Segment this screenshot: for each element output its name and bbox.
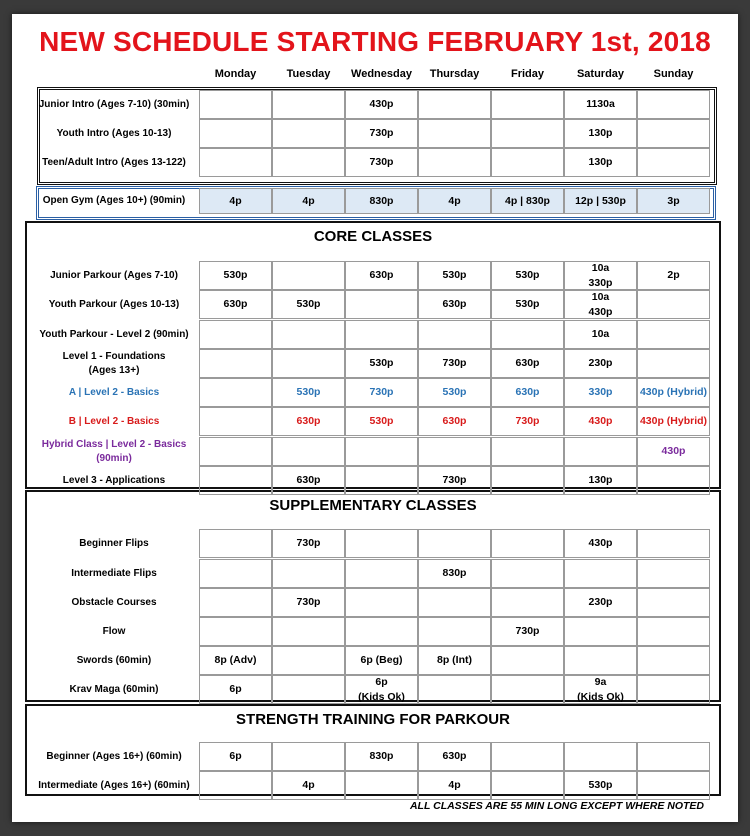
schedule-cell-thursday: 4p [418, 188, 491, 214]
schedule-cell-thursday [418, 675, 491, 704]
schedule-cell-wednesday [345, 617, 418, 646]
schedule-cell-monday [199, 771, 272, 800]
schedule-cell-saturday: 530p [564, 771, 637, 800]
schedule-cell-wednesday: 430p [345, 90, 418, 119]
schedule-cell-saturday: 10a 330p [564, 261, 637, 290]
schedule-cell-wednesday: 730p [345, 378, 418, 407]
schedule-cell-tuesday [272, 559, 345, 588]
schedule-cell-sunday [637, 320, 710, 349]
schedule-cell-sunday [637, 617, 710, 646]
schedule-cell-tuesday [272, 90, 345, 119]
schedule-cell-monday [199, 588, 272, 617]
schedule-cell-monday [199, 148, 272, 177]
schedule-cell-friday: 730p [491, 407, 564, 436]
schedule-cell-tuesday [272, 119, 345, 148]
schedule-cell-friday: 630p [491, 378, 564, 407]
schedule-cell-sunday [637, 675, 710, 704]
schedule-cell-monday [199, 378, 272, 407]
schedule-cell-friday: 530p [491, 290, 564, 319]
schedule-cell-saturday: 230p [564, 588, 637, 617]
schedule-cell-tuesday: 530p [272, 290, 345, 319]
schedule-cell-friday [491, 119, 564, 148]
schedule-cell-tuesday [272, 148, 345, 177]
schedule-cell-wednesday: 530p [345, 349, 418, 378]
schedule-cell-sunday [637, 119, 710, 148]
footnote: ALL CLASSES ARE 55 MIN LONG EXCEPT WHERE NOTED [409, 800, 704, 812]
schedule-cell-saturday: 12p | 530p [564, 188, 637, 214]
schedule-cell-sunday [637, 742, 710, 771]
row-label: Youth Intro (Ages 10-13) [56, 127, 172, 139]
row-label: Junior Parkour (Ages 7-10) [50, 269, 178, 281]
schedule-cell-friday: 630p [491, 349, 564, 378]
supplementary-heading: SUPPLEMENTARY CLASSES [269, 497, 477, 514]
schedule-cell-monday: 6p [199, 675, 272, 704]
schedule-cell-wednesday [345, 466, 418, 495]
schedule-cell-thursday: 630p [418, 290, 491, 319]
schedule-cell-sunday [637, 588, 710, 617]
schedule-cell-wednesday [345, 529, 418, 558]
schedule-cell-thursday [418, 588, 491, 617]
schedule-cell-friday [491, 529, 564, 558]
row-label: Level 1 - Foundations (Ages 13+) [62, 351, 166, 376]
schedule-cell-friday [491, 466, 564, 495]
strength-heading: STRENGTH TRAINING FOR PARKOUR [236, 711, 510, 728]
schedule-cell-monday: 4p [199, 188, 272, 214]
schedule-cell-saturday [564, 646, 637, 675]
row-label: Swords (60min) [76, 654, 152, 666]
schedule-cell-tuesday [272, 320, 345, 349]
schedule-cell-saturday: 230p [564, 349, 637, 378]
schedule-cell-monday [199, 407, 272, 436]
schedule-cell-friday [491, 320, 564, 349]
schedule-cell-friday [491, 437, 564, 466]
schedule-cell-tuesday: 630p [272, 407, 345, 436]
schedule-cell-thursday [418, 90, 491, 119]
day-header-tuesday: Tuesday [286, 68, 331, 80]
schedule-cell-sunday: 430p (Hybrid) [637, 407, 710, 436]
schedule-cell-tuesday: 530p [272, 378, 345, 407]
schedule-cell-tuesday: 4p [272, 771, 345, 800]
schedule-cell-wednesday [345, 290, 418, 319]
day-header-saturday: Saturday [576, 68, 625, 80]
schedule-cell-friday [491, 742, 564, 771]
schedule-cell-tuesday: 730p [272, 588, 345, 617]
schedule-cell-friday [491, 646, 564, 675]
day-header-sunday: Sunday [653, 68, 694, 80]
schedule-cell-friday [491, 771, 564, 800]
schedule-cell-monday [199, 529, 272, 558]
core-heading: CORE CLASSES [313, 228, 433, 245]
schedule-cell-tuesday: 730p [272, 529, 345, 558]
schedule-cell-saturday [564, 742, 637, 771]
schedule-cell-tuesday [272, 349, 345, 378]
schedule-cell-monday [199, 617, 272, 646]
row-label: Beginner Flips [79, 537, 149, 549]
schedule-cell-thursday [418, 437, 491, 466]
schedule-cell-friday [491, 559, 564, 588]
schedule-cell-wednesday: 6p (Beg) [345, 646, 418, 675]
schedule-cell-thursday: 4p [418, 771, 491, 800]
schedule-cell-sunday [637, 290, 710, 319]
schedule-cell-wednesday [345, 771, 418, 800]
schedule-cell-wednesday: 730p [345, 148, 418, 177]
schedule-cell-thursday: 530p [418, 378, 491, 407]
day-header-friday: Friday [510, 68, 544, 80]
schedule-cell-sunday [637, 148, 710, 177]
schedule-page [12, 14, 738, 822]
schedule-cell-monday [199, 320, 272, 349]
schedule-cell-saturday: 330p [564, 378, 637, 407]
row-label: Youth Parkour (Ages 10-13) [48, 298, 180, 310]
day-header-wednesday: Wednesday [351, 68, 412, 80]
day-header-thursday: Thursday [429, 68, 480, 80]
schedule-cell-wednesday: 830p [345, 742, 418, 771]
schedule-cell-saturday: 9a (Kids Ok) [564, 675, 637, 704]
schedule-cell-saturday [564, 559, 637, 588]
schedule-cell-wednesday [345, 320, 418, 349]
schedule-cell-monday: 8p (Adv) [199, 646, 272, 675]
schedule-cell-saturday: 10a 430p [564, 290, 637, 319]
schedule-cell-monday: 6p [199, 742, 272, 771]
schedule-cell-monday [199, 90, 272, 119]
schedule-cell-friday: 730p [491, 617, 564, 646]
schedule-cell-monday [199, 466, 272, 495]
schedule-cell-saturday: 1130a [564, 90, 637, 119]
schedule-cell-saturday [564, 617, 637, 646]
schedule-cell-sunday [637, 646, 710, 675]
schedule-cell-sunday [637, 90, 710, 119]
row-label: Junior Intro (Ages 7-10) (30min) [38, 98, 190, 110]
day-header-monday: Monday [214, 68, 257, 80]
schedule-cell-wednesday: 730p [345, 119, 418, 148]
schedule-cell-tuesday [272, 675, 345, 704]
schedule-cell-saturday: 130p [564, 148, 637, 177]
schedule-cell-thursday: 530p [418, 261, 491, 290]
schedule-cell-monday [199, 349, 272, 378]
schedule-cell-sunday [637, 559, 710, 588]
schedule-cell-thursday [418, 320, 491, 349]
schedule-cell-tuesday [272, 261, 345, 290]
row-label: Teen/Adult Intro (Ages 13-122) [42, 156, 186, 168]
schedule-cell-saturday [564, 437, 637, 466]
schedule-cell-monday [199, 119, 272, 148]
schedule-cell-thursday: 630p [418, 407, 491, 436]
schedule-cell-monday: 630p [199, 290, 272, 319]
schedule-cell-thursday: 830p [418, 559, 491, 588]
schedule-cell-friday: 530p [491, 261, 564, 290]
schedule-cell-wednesday [345, 559, 418, 588]
row-label: B | Level 2 - Basics [68, 415, 160, 427]
schedule-cell-sunday: 430p (Hybrid) [637, 378, 710, 407]
schedule-cell-sunday: 2p [637, 261, 710, 290]
schedule-cell-wednesday: 630p [345, 261, 418, 290]
schedule-cell-tuesday [272, 617, 345, 646]
row-label: Flow [102, 625, 126, 637]
schedule-cell-sunday [637, 466, 710, 495]
row-label: Hybrid Class | Level 2 - Basics (90min) [41, 439, 187, 464]
schedule-cell-sunday [637, 529, 710, 558]
row-label: Krav Maga (60min) [69, 683, 159, 695]
schedule-cell-thursday [418, 529, 491, 558]
row-label: Open Gym (Ages 10+) (90min) [42, 195, 186, 207]
page-title: NEW SCHEDULE STARTING FEBRUARY 1st, 2018 [39, 26, 711, 57]
schedule-cell-friday [491, 90, 564, 119]
schedule-cell-tuesday [272, 742, 345, 771]
schedule-cell-tuesday: 4p [272, 188, 345, 214]
row-label: A | Level 2 - Basics [68, 386, 160, 398]
schedule-cell-wednesday: 830p [345, 188, 418, 214]
row-label: Level 3 - Applications [62, 474, 166, 486]
schedule-cell-monday [199, 437, 272, 466]
schedule-cell-saturday: 10a [564, 320, 637, 349]
schedule-cell-wednesday: 6p (Kids Ok) [345, 675, 418, 704]
schedule-cell-wednesday [345, 437, 418, 466]
schedule-cell-saturday: 130p [564, 466, 637, 495]
row-label: Beginner (Ages 16+) (60min) [46, 750, 182, 762]
row-label: Youth Parkour - Level 2 (90min) [39, 328, 189, 340]
schedule-cell-sunday [637, 771, 710, 800]
schedule-cell-friday: 4p | 830p [491, 188, 564, 214]
schedule-cell-tuesday: 630p [272, 466, 345, 495]
schedule-cell-thursday [418, 148, 491, 177]
schedule-cell-thursday: 730p [418, 466, 491, 495]
schedule-cell-tuesday [272, 437, 345, 466]
schedule-cell-wednesday [345, 588, 418, 617]
schedule-cell-friday [491, 588, 564, 617]
schedule-cell-friday [491, 148, 564, 177]
schedule-cell-wednesday: 530p [345, 407, 418, 436]
schedule-cell-thursday [418, 617, 491, 646]
row-label: Intermediate (Ages 16+) (60min) [38, 779, 190, 791]
schedule-cell-saturday: 430p [564, 529, 637, 558]
schedule-cell-thursday [418, 119, 491, 148]
schedule-cell-thursday: 8p (Int) [418, 646, 491, 675]
schedule-cell-sunday [637, 349, 710, 378]
schedule-cell-monday: 530p [199, 261, 272, 290]
schedule-cell-thursday: 730p [418, 349, 491, 378]
schedule-cell-sunday: 3p [637, 188, 710, 214]
schedule-cell-monday [199, 559, 272, 588]
schedule-cell-saturday: 130p [564, 119, 637, 148]
schedule-cell-tuesday [272, 646, 345, 675]
schedule-cell-saturday: 430p [564, 407, 637, 436]
schedule-cell-sunday: 430p [637, 437, 710, 466]
schedule-cell-thursday: 630p [418, 742, 491, 771]
schedule-cell-friday [491, 675, 564, 704]
row-label: Intermediate Flips [71, 567, 157, 579]
row-label: Obstacle Courses [71, 596, 157, 608]
